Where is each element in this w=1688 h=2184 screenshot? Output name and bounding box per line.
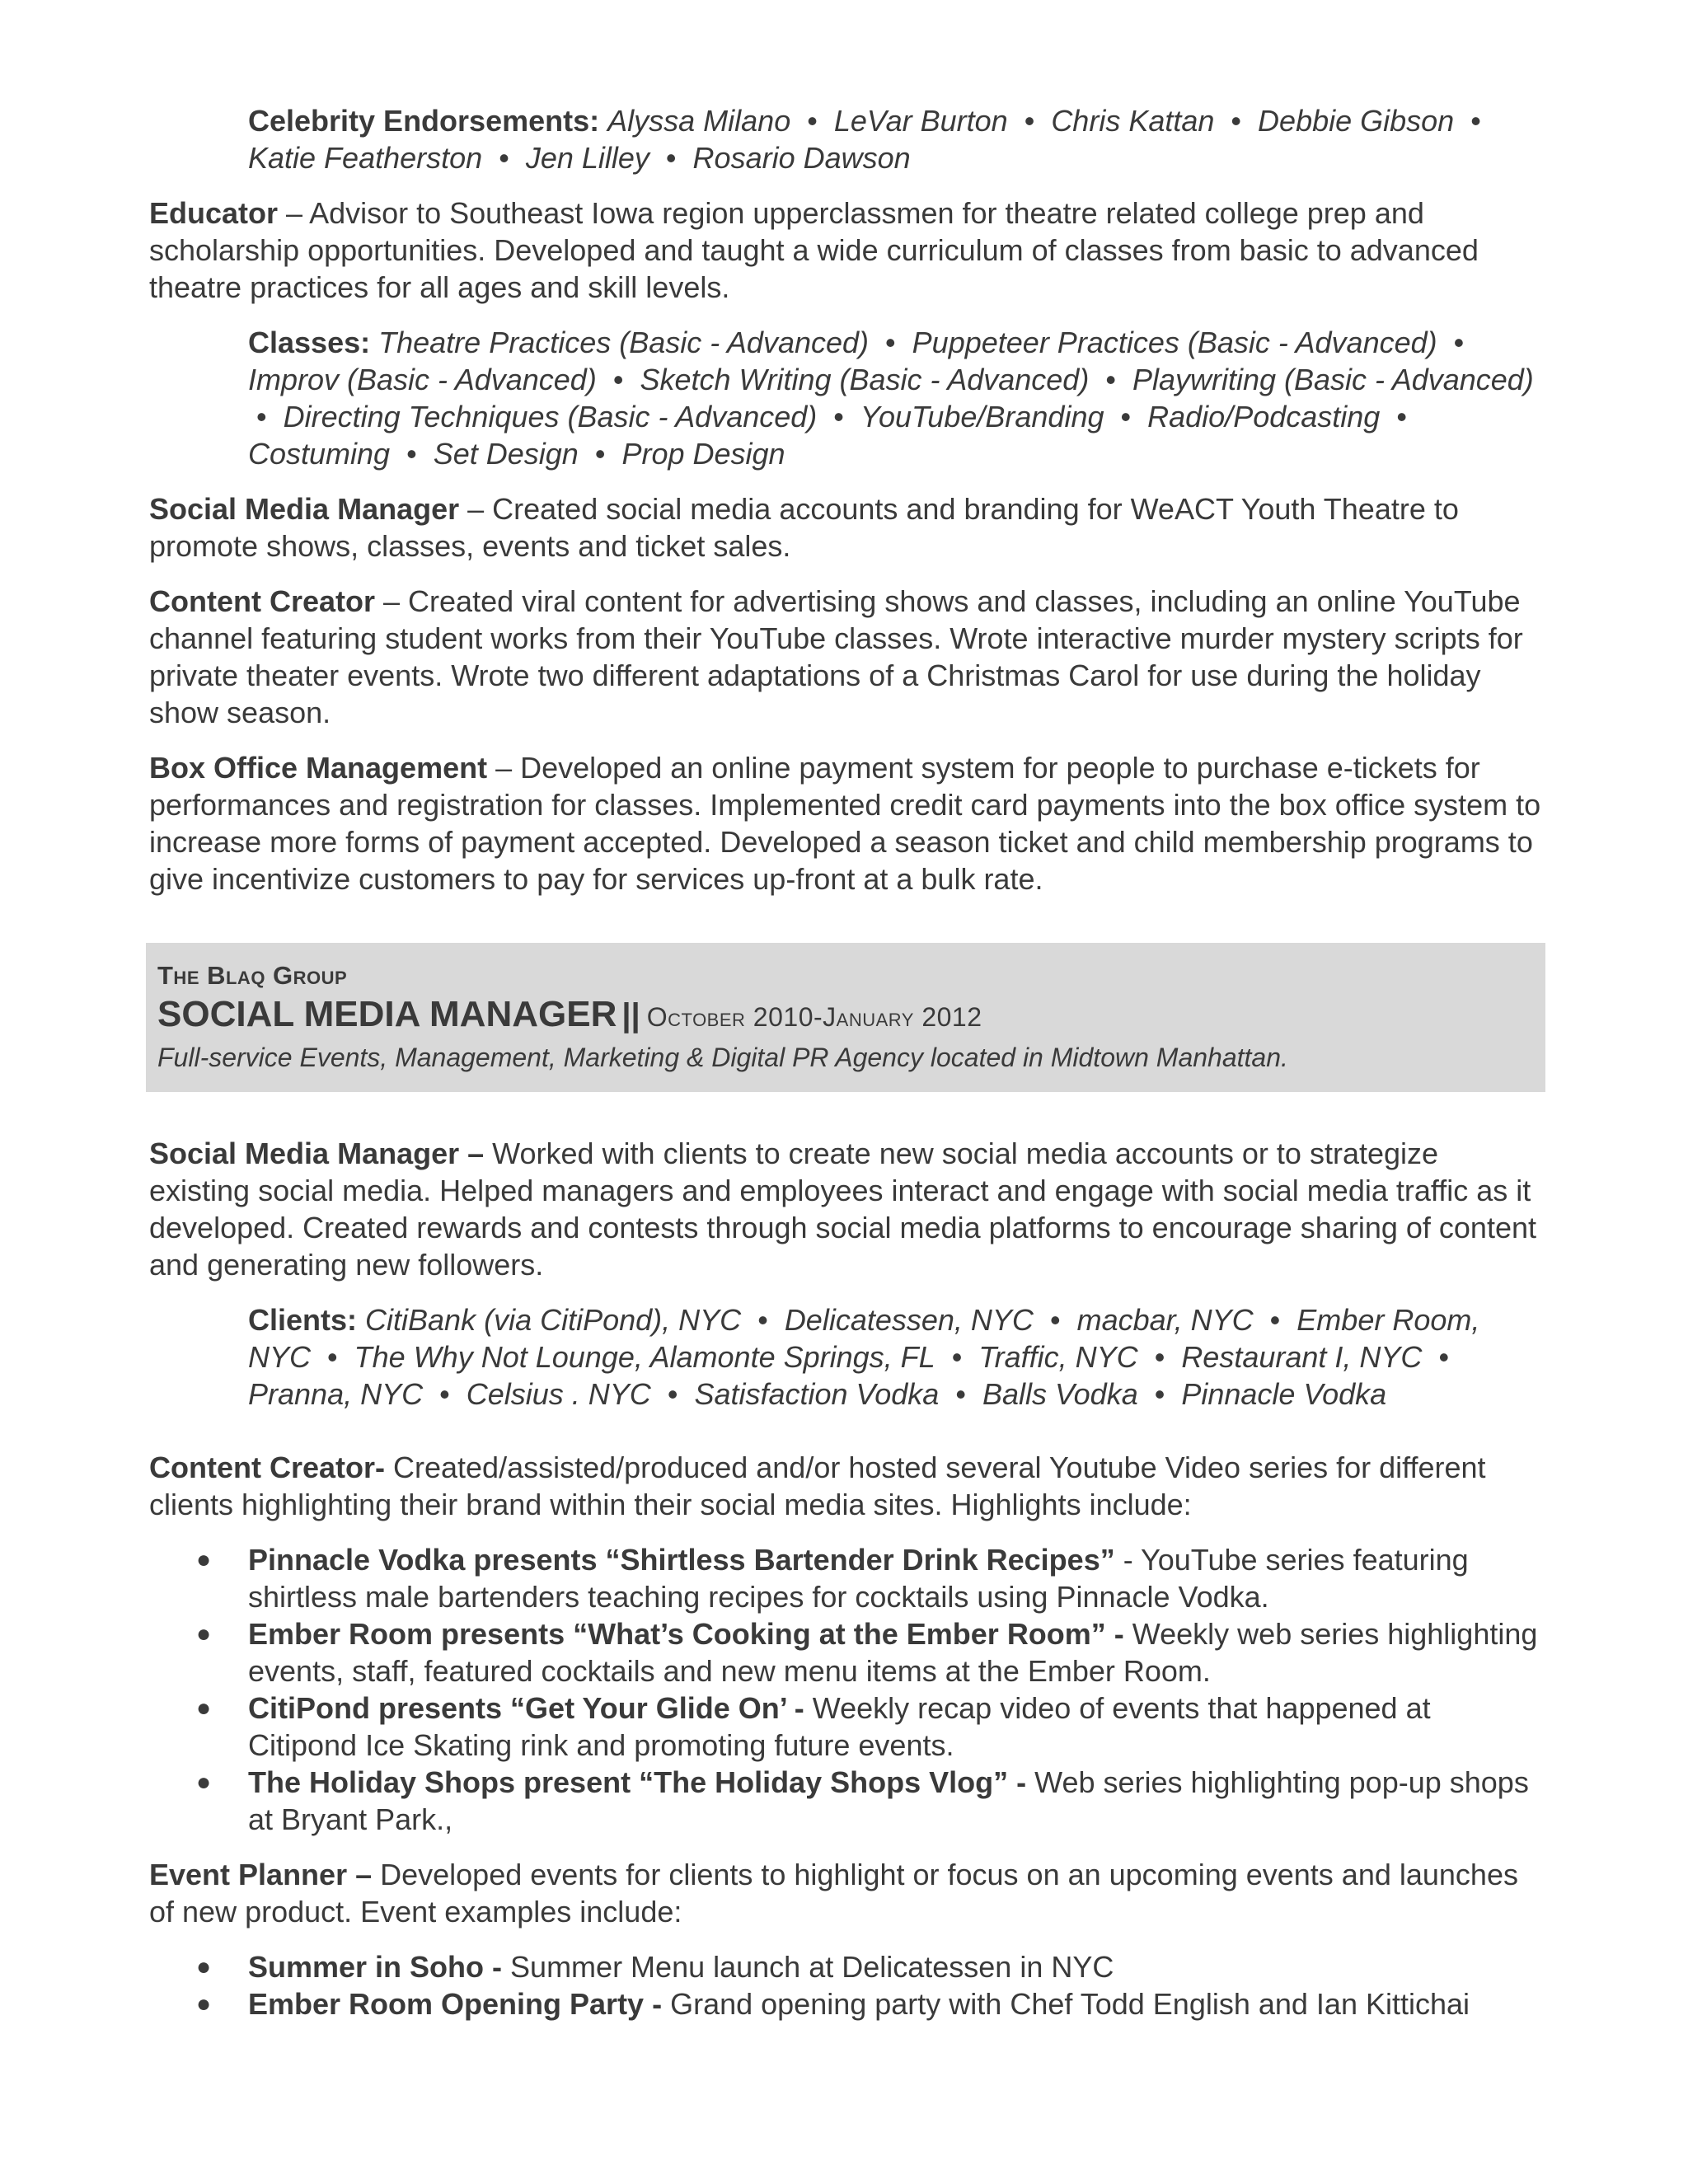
separator-icon: • bbox=[1154, 1340, 1165, 1374]
bullet-icon: ● bbox=[196, 1769, 212, 1796]
list-entry: Celsius . NYC bbox=[466, 1377, 651, 1411]
separator-icon: • bbox=[594, 437, 606, 471]
event-planner-paragraph bbox=[149, 1856, 1542, 1930]
list-entry: Set Design bbox=[433, 437, 579, 471]
event-title: Summer in Soho - bbox=[248, 1950, 511, 1984]
list-entry: CitiBank (via CitiPond), NYC bbox=[365, 1303, 742, 1337]
bullet-icon: ● bbox=[196, 1546, 212, 1573]
separator-icon: • bbox=[1024, 104, 1035, 138]
list-entry: Puppeteer Practices (Basic - Advanced) bbox=[912, 326, 1437, 359]
educator-paragraph bbox=[149, 194, 1542, 306]
separator-icon: • bbox=[327, 1340, 338, 1374]
list-item bbox=[149, 1541, 1542, 1615]
list-entry: Playwriting (Basic - Advanced) bbox=[1132, 363, 1534, 396]
event-title: Ember Room Opening Party - bbox=[248, 1987, 663, 2021]
educator-text: – Advisor to Southeast Iowa region upperclassmen for theatre related college prep and scholarship opportunities. Developed and taught a wide curriculum of classes from basic to advanced theatre practices for all ages and skill levels. bbox=[149, 196, 1479, 304]
job-dates: October 2010-January 2012 bbox=[646, 1002, 982, 1032]
separator-icon: • bbox=[612, 363, 624, 396]
list-entry: LeVar Burton bbox=[833, 104, 1008, 138]
weact-content-text: – Created viral content for advertising shows and classes, including an online YouTube channel featuring student works from their YouTube classes. Wrote interactive murder mystery scripts for private theater events. Wrote two different adaptations of a Christmas Carol for use during the holiday show season. bbox=[149, 584, 1523, 729]
highlights-list bbox=[149, 1541, 1542, 1838]
list-item bbox=[149, 1985, 1542, 2022]
event-planner-text: Developed events for clients to highlight or focus on an upcoming events and launches of new product. Event examples include: bbox=[149, 1858, 1518, 1929]
title-separator: || bbox=[621, 997, 640, 1033]
job-title: SOCIAL MEDIA MANAGER bbox=[157, 994, 617, 1034]
highlight-title: The Holiday Shops present “The Holiday Shops Vlog” - bbox=[248, 1765, 1027, 1799]
separator-icon: • bbox=[955, 1377, 966, 1411]
highlight-title: Pinnacle Vodka presents “Shirtless Bartender Drink Recipes” bbox=[248, 1543, 1115, 1577]
list-entry: YouTube/Branding bbox=[860, 400, 1104, 434]
list-entry: macbar, NYC bbox=[1076, 1303, 1254, 1337]
bullet-icon: ● bbox=[196, 1953, 212, 1980]
list-item bbox=[149, 1948, 1542, 1985]
event-planner-title: Event Planner – bbox=[149, 1858, 373, 1891]
highlight-text: Weekly recap video of events that happened at Citipond Ice Skating rink and promoting future events. bbox=[248, 1691, 1431, 1762]
resume-content bbox=[149, 102, 1542, 2041]
list-entry: Katie Featherston bbox=[248, 141, 483, 175]
clients-list bbox=[248, 1303, 1479, 1411]
list-entry: Sketch Writing (Basic - Advanced) bbox=[640, 363, 1090, 396]
separator-icon: • bbox=[951, 1340, 963, 1374]
classes-label: Classes: bbox=[248, 326, 371, 359]
weact-social-title: Social Media Manager bbox=[149, 492, 460, 526]
list-item bbox=[149, 1690, 1542, 1764]
blaq-social-text: Worked with clients to create new social media accounts or to strategize existing social media. Helped managers and employees interact and engage with social media traffic as it developed. Created rewards and contests through social media platforms to encourage sharing of content and generating new followers. bbox=[149, 1137, 1536, 1282]
job-section-header bbox=[146, 943, 1545, 1092]
list-entry: Balls Vodka bbox=[982, 1377, 1138, 1411]
list-entry: Improv (Basic - Advanced) bbox=[248, 363, 597, 396]
role-line bbox=[157, 994, 1536, 1038]
events-list bbox=[149, 1948, 1542, 2022]
separator-icon: • bbox=[1438, 1340, 1450, 1374]
list-entry: Costuming bbox=[248, 437, 391, 471]
weact-content-title: Content Creator bbox=[149, 584, 376, 618]
separator-icon: • bbox=[1154, 1377, 1165, 1411]
separator-icon: • bbox=[1453, 326, 1465, 359]
separator-icon: • bbox=[757, 1303, 768, 1337]
company-description: Full-service Events, Management, Marketing & Digital PR Agency located in Midtown Manhattan. bbox=[157, 1043, 1288, 1072]
list-entry: Radio/Podcasting bbox=[1147, 400, 1381, 434]
list-item bbox=[149, 1615, 1542, 1690]
bullet-icon: ● bbox=[196, 1990, 212, 2018]
separator-icon: • bbox=[1269, 1303, 1281, 1337]
classes-list bbox=[248, 326, 1534, 471]
separator-icon: • bbox=[256, 400, 267, 434]
highlight-text: - YouTube series featuring shirtless male bartenders teaching recipes for cocktails using Pinnacle Vodka. bbox=[248, 1543, 1469, 1614]
list-entry: Alyssa Milano bbox=[607, 104, 791, 138]
list-entry: Theatre Practices (Basic - Advanced) bbox=[378, 326, 870, 359]
list-entry: Chris Kattan bbox=[1051, 104, 1215, 138]
separator-icon: • bbox=[1120, 400, 1132, 434]
list-entry: Delicatessen, NYC bbox=[784, 1303, 1034, 1337]
clients-list-paragraph bbox=[248, 1301, 1542, 1413]
event-text: Grand opening party with Chef Todd English and Ian Kittichai bbox=[662, 1987, 1470, 2021]
separator-icon: • bbox=[807, 104, 818, 138]
clients-label: Clients: bbox=[248, 1303, 358, 1337]
separator-icon: • bbox=[1470, 104, 1481, 138]
list-entry: Prop Design bbox=[621, 437, 785, 471]
blaq-content-text: Created/assisted/produced and/or hosted several Youtube Video series for different clients highlighting their brand within their social media sites. Highlights include: bbox=[149, 1451, 1486, 1521]
separator-icon: • bbox=[439, 1377, 450, 1411]
celebrity-endorsements bbox=[248, 102, 1542, 176]
highlight-title: CitiPond presents “Get Your Glide On’ - bbox=[248, 1691, 804, 1725]
highlight-text: Weekly web series highlighting events, staff, featured cocktails and new menu items at the Ember Room. bbox=[248, 1617, 1538, 1688]
educator-title: Educator bbox=[149, 196, 279, 230]
bullet-icon: ● bbox=[196, 1620, 212, 1647]
weact-content-paragraph bbox=[149, 583, 1542, 731]
separator-icon: • bbox=[406, 437, 417, 471]
list-entry: Debbie Gibson bbox=[1258, 104, 1455, 138]
list-entry: Rosario Dawson bbox=[692, 141, 911, 175]
highlight-title: Ember Room presents “What’s Cooking at the Ember Room” - bbox=[248, 1617, 1124, 1651]
list-entry: The Why Not Lounge, Alamonte Springs, FL bbox=[354, 1340, 935, 1374]
company-name: The Blaq Group bbox=[157, 961, 348, 990]
list-entry: Pranna, NYC bbox=[248, 1377, 424, 1411]
blaq-social-title: Social Media Manager – bbox=[149, 1137, 485, 1170]
highlight-text: Web series highlighting pop-up shops at Bryant Park., bbox=[248, 1765, 1529, 1836]
event-text: Summer Menu launch at Delicatessen in NYC bbox=[510, 1950, 1114, 1984]
box-office-text: – Developed an online payment system for people to purchase e-tickets for performances and registration for classes. Implemented credit card payments into the box office system to increase more forms of payment accepted. Developed a season ticket and child membership programs to give incentivize customers to pay for services up-front at a bulk rate. bbox=[149, 751, 1541, 896]
list-entry: Jen Lilley bbox=[525, 141, 649, 175]
classes-list-paragraph bbox=[248, 324, 1542, 472]
list-entry: Satisfaction Vodka bbox=[694, 1377, 940, 1411]
separator-icon: • bbox=[1049, 1303, 1061, 1337]
list-entry: Pinnacle Vodka bbox=[1181, 1377, 1387, 1411]
separator-icon: • bbox=[1396, 400, 1407, 434]
separator-icon: • bbox=[833, 400, 844, 434]
blaq-content-title: Content Creator- bbox=[149, 1451, 385, 1484]
bullet-icon: ● bbox=[196, 1694, 212, 1722]
list-entry: Traffic, NYC bbox=[978, 1340, 1138, 1374]
separator-icon: • bbox=[499, 141, 509, 175]
separator-icon: • bbox=[885, 326, 896, 359]
separator-icon: • bbox=[665, 141, 677, 175]
celebrity-label: Celebrity Endorsements: bbox=[248, 104, 600, 138]
list-entry: Restaurant I, NYC bbox=[1181, 1340, 1423, 1374]
list-entry: Directing Techniques (Basic - Advanced) bbox=[283, 400, 818, 434]
separator-icon: • bbox=[1105, 363, 1116, 396]
box-office-title: Box Office Management bbox=[149, 751, 488, 785]
separator-icon: • bbox=[1231, 104, 1242, 138]
blaq-social-media-paragraph bbox=[149, 1135, 1542, 1283]
separator-icon: • bbox=[667, 1377, 678, 1411]
weact-social-text: – Created social media accounts and branding for WeACT Youth Theatre to promote shows, classes, events and ticket sales. bbox=[149, 492, 1459, 563]
box-office-paragraph bbox=[149, 749, 1542, 898]
list-entry: Ember Room, NYC bbox=[248, 1303, 1480, 1374]
weact-social-media-paragraph bbox=[149, 490, 1542, 565]
blaq-content-paragraph bbox=[149, 1449, 1542, 1523]
list-item bbox=[149, 1764, 1542, 1838]
